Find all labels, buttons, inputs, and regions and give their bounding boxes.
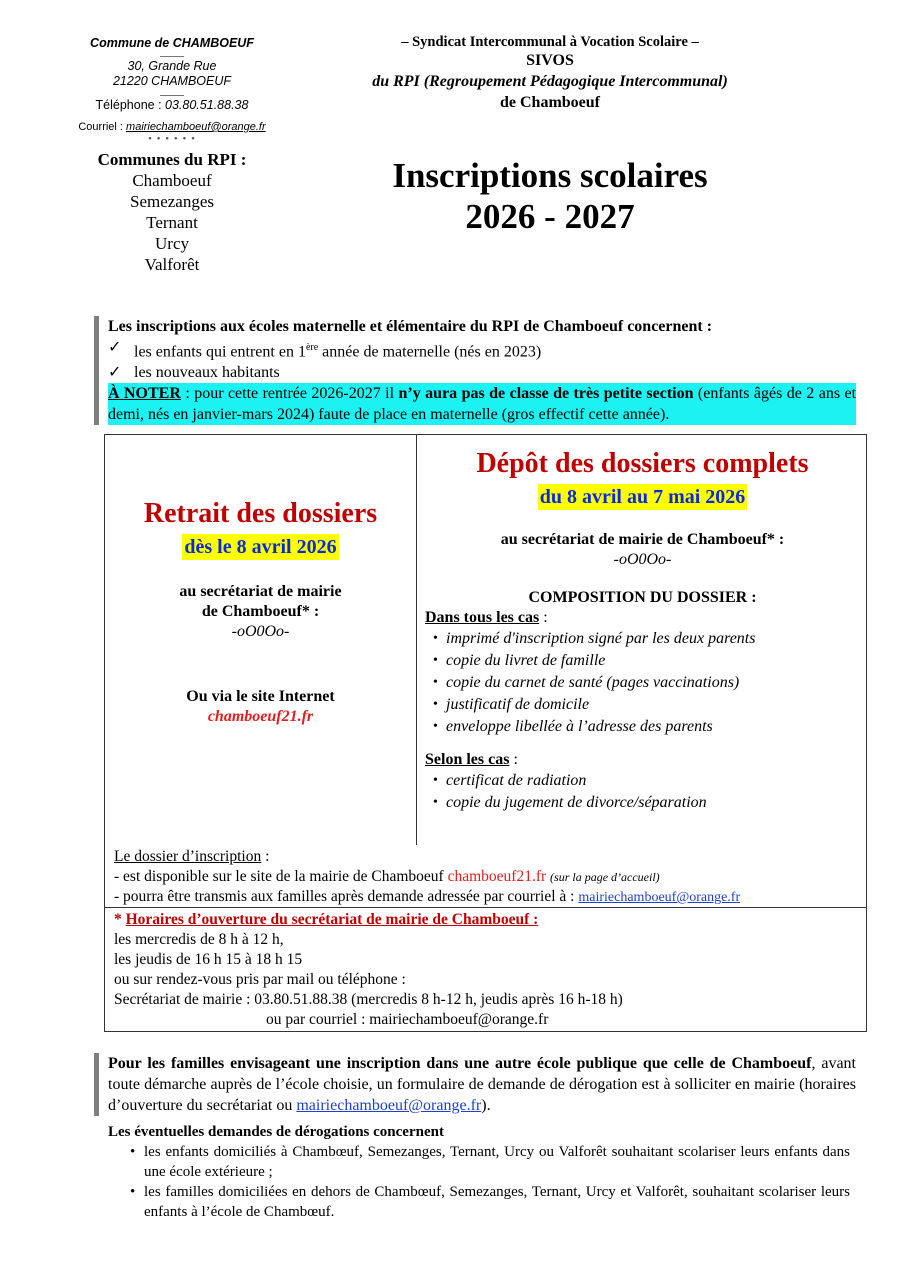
retrait-secretariat: au secrétariat de mairie de Chamboeuf* :	[179, 583, 342, 620]
note-highlight	[108, 383, 856, 425]
bullet-icon: •	[433, 719, 438, 734]
intro-item	[108, 337, 856, 362]
phone-label: Téléphone :	[95, 98, 166, 112]
commune-name: Commune de CHAMBOEUF	[90, 36, 254, 50]
address-line1: 30, Grande Rue	[127, 59, 217, 73]
list-item-text: enveloppe libellée à l’adresse des parents	[446, 718, 713, 735]
dossier-mail-link[interactable]: mairiechamboeuf@orange.fr	[578, 890, 741, 905]
page-title	[320, 155, 780, 237]
list-item-text: les enfants domiciliés à Chambœuf, Semezanges, Ternant, Urcy ou Valforêt souhaitant scolariser leurs enfants dans une école extérieure ;	[144, 1144, 850, 1180]
intro-item1-pre: les enfants qui entrent en 1	[134, 343, 306, 361]
derogation-block	[94, 1053, 856, 1116]
header-left	[60, 36, 284, 275]
rpi-commune: Valforêt	[144, 255, 200, 274]
list-item-text: copie du jugement de divorce/séparation	[446, 794, 707, 811]
dossier-heading: Le dossier d’inscription :	[114, 848, 270, 865]
bullet-icon: •	[433, 675, 438, 690]
list-item	[433, 628, 868, 650]
horaires-line: ou par courriel : mairiechamboeuf@orange.fr	[266, 1011, 549, 1028]
list-item-text: copie du carnet de santé (pages vaccinations)	[446, 674, 740, 691]
derogation-bold: Pour les familles envisageant une inscription dans une autre école publique que celle de Chamboeuf	[108, 1055, 812, 1072]
bullet-icon: •	[433, 631, 438, 646]
title-line2: 2026 - 2027	[465, 197, 635, 236]
list-item-text: certificat de radiation	[446, 772, 587, 789]
derogation-list	[108, 1122, 850, 1222]
derogation-text-end: ).	[481, 1097, 491, 1114]
dossier-line1-note: (sur la page d’accueil)	[550, 870, 660, 884]
address-line2: 21220 CHAMBOEUF	[112, 74, 232, 88]
depot-title: Dépôt des dossiers complets	[476, 448, 809, 479]
depot-date: du 8 avril au 7 mai 2026	[539, 486, 746, 508]
asterisk: *	[114, 911, 126, 928]
sivos-line3: du RPI (Regroupement Pédagogique Intercommunal)	[372, 73, 728, 90]
bullet-icon: •	[433, 795, 438, 810]
some-cases-label: Selon les cas	[425, 751, 510, 768]
intro-block	[94, 316, 856, 425]
all-cases-list	[417, 628, 868, 738]
some-cases-heading: Selon les cas :	[425, 751, 518, 768]
list-item	[108, 1182, 850, 1222]
depot-column	[417, 447, 868, 814]
retrait-site-link[interactable]: chamboeuf21.fr	[207, 708, 314, 725]
intro-item1-post: année de maternelle (nés en 2023)	[318, 343, 542, 361]
dossier-line1	[114, 867, 859, 887]
composition-title: COMPOSITION DU DOSSIER :	[528, 589, 757, 606]
list-item-text: les familles domiciliées en dehors de Chambœuf, Semezanges, Ternant, Urcy et Valforêt, souhaitant scolariser leurs enfants à l’école de Chambœuf.	[144, 1184, 850, 1220]
horaires-line: les jeudis de 16 h 15 à 18 h 15	[114, 951, 303, 968]
all-cases-label: Dans tous les cas	[425, 609, 540, 626]
intro-item	[108, 362, 856, 383]
retrait-via: Ou via le site Internet	[186, 688, 335, 705]
header-right	[320, 33, 780, 113]
horaires-title-text: Horaires d’ouverture du secrétariat de mairie de Chamboeuf :	[125, 911, 539, 928]
note-text: : pour cette rentrée 2026-2027 il	[180, 385, 399, 403]
mail-line	[60, 121, 284, 133]
intro-item-text	[134, 337, 541, 362]
intro-lead: Les inscriptions aux écoles maternelle et élémentaire du RPI de Chamboeuf concernent :	[108, 318, 713, 335]
derogation-list-title: Les éventuelles demandes de dérogations concernent	[108, 1124, 444, 1140]
intro-item1-sup: ère	[305, 342, 319, 353]
dossier-label: Le dossier d’inscription	[114, 848, 262, 865]
main-box	[104, 434, 867, 1032]
phone-line	[60, 98, 284, 112]
derogation-mail-link[interactable]: mairiechamboeuf@orange.fr	[296, 1097, 482, 1114]
depot-separator: -oO0Oo-	[613, 551, 672, 568]
bullet-icon: •	[130, 1144, 136, 1160]
bullet-icon: •	[433, 773, 438, 788]
derogation-text: , avant toute démarche auprès de l’école choisie, un formulaire de demande de dérogation est à solliciter en mairie (horaires d’ouverture du secrétariat ou	[108, 1055, 856, 1114]
list-item	[433, 672, 868, 694]
title-line1: Inscriptions scolaires	[392, 156, 708, 195]
rpi-commune: Semezanges	[129, 192, 215, 211]
note-label: À NOTER	[108, 385, 181, 403]
depot-secretariat: au secrétariat de mairie de Chamboeuf* :	[500, 531, 785, 548]
retrait-date: dès le 8 avril 2026	[184, 536, 337, 558]
check-icon: ✓	[108, 339, 122, 356]
phone-number: 03.80.51.88.38	[165, 98, 249, 112]
bullet-icon: •	[433, 653, 438, 668]
horaires-line: Secrétariat de mairie : 03.80.51.88.38 (mercredis 8 h-12 h, jeudis après 16 h-18 h)	[114, 991, 623, 1008]
bullet-icon: •	[130, 1184, 136, 1200]
horaires-line: ou sur rendez-vous pris par mail ou téléphone :	[114, 971, 406, 988]
intro-item-text: les nouveaux habitants	[134, 364, 280, 382]
horaires-title	[114, 910, 859, 930]
list-item	[433, 650, 868, 672]
list-item-text: copie du livret de famille	[446, 652, 606, 669]
note-text-end: (enfants âgés de 2 ans et demi, nés en janvier-mars 2024) faute de place en maternelle (gros effectif cette année).	[108, 385, 857, 424]
horaires-line: les mercredis de 8 h à 12 h,	[114, 931, 284, 948]
sivos-line2: SIVOS	[526, 52, 574, 69]
list-item	[433, 792, 868, 814]
retrait-separator: -oO0Oo-	[231, 623, 290, 640]
mail-label: Courriel :	[78, 121, 127, 133]
list-item	[433, 770, 868, 792]
retrait-column	[105, 497, 416, 727]
mail-link[interactable]: mairiechamboeuf@orange.fr	[126, 121, 266, 133]
dossier-line2	[114, 887, 859, 908]
list-item	[108, 1142, 850, 1182]
dossier-line2-text: - pourra être transmis aux familles après demande adressée par courriel à :	[114, 888, 579, 905]
rpi-title: Communes du RPI :	[97, 150, 247, 169]
list-item	[433, 716, 868, 738]
some-cases-list	[417, 770, 868, 814]
dossier-site-link[interactable]: chamboeuf21.fr	[447, 868, 547, 885]
rpi-commune: Chamboeuf	[132, 171, 212, 190]
bullet-icon: •	[433, 697, 438, 712]
sivos-line1: – Syndicat Intercommunal à Vocation Scolaire –	[401, 34, 699, 50]
divider	[160, 95, 184, 96]
list-item	[433, 694, 868, 716]
sivos-line4: de Chamboeuf	[499, 94, 600, 111]
dots-divider: • • • • • •	[148, 133, 196, 145]
horaires-info	[114, 910, 859, 1030]
list-item-text: imprimé d'inscription signé par les deux parents	[446, 630, 756, 647]
list-item-text: justificatif de domicile	[446, 696, 590, 713]
note-bold: n’y aura pas de classe de très petite section	[398, 385, 694, 403]
rpi-commune: Urcy	[155, 234, 189, 253]
check-icon: ✓	[108, 364, 122, 382]
dossier-line1-text: - est disponible sur le site de la mairie de Chamboeuf	[114, 868, 448, 885]
rpi-commune: Ternant	[146, 213, 198, 232]
divider	[160, 56, 184, 57]
all-cases-heading: Dans tous les cas :	[425, 609, 548, 626]
dossier-info	[114, 847, 859, 908]
retrait-title: Retrait des dossiers	[143, 498, 378, 529]
